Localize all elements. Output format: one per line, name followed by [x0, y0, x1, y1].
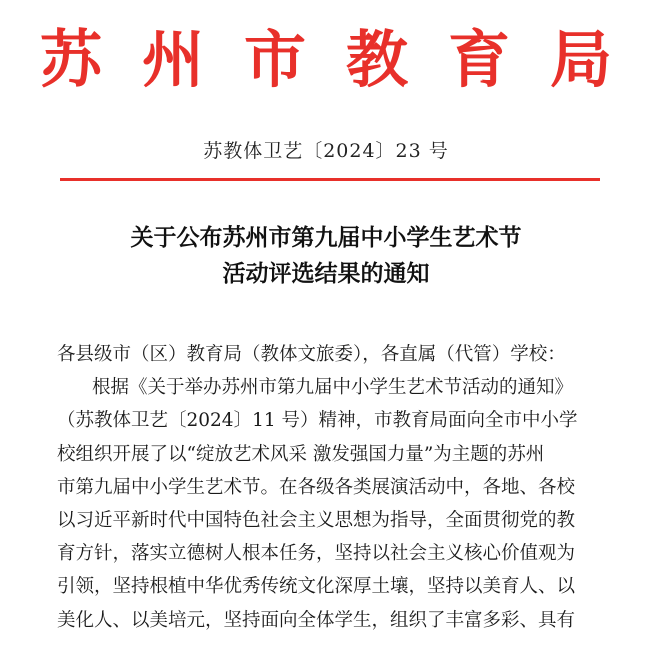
body-line: （苏教体卫艺〔2024〕11 号）精神，市教育局面向全市中小学: [57, 410, 578, 432]
body-line: 美化人、以美培元，坚持面向全体学生，组织了丰富多彩、具有: [57, 609, 576, 631]
body-line: 市第九届中小学生艺术节。在各级各类展演活动中，各地、各校: [57, 476, 576, 498]
notice-body: [57, 338, 603, 637]
notice-title: [0, 220, 652, 292]
salutation: 各县级市（区）教育局（教体文旅委），各直属（代管）学校：: [57, 344, 566, 365]
document-number: 苏教体卫艺〔2024〕23 号: [203, 140, 449, 162]
body-line: 引领，坚持根植中华优秀传统文化深厚土壤，坚持以美育人、以: [57, 576, 576, 598]
issuing-authority-header: 苏州市教育局: [40, 23, 652, 96]
red-divider-line: [60, 178, 600, 181]
body-line: 育方针，落实立德树人根本任务，坚持以社会主义核心价值观为: [57, 543, 576, 565]
notice-title-line-2: 活动评选结果的通知: [222, 260, 430, 287]
body-line: 校组织开展了以“绽放艺术风采 激发强国力量”为主题的苏州: [57, 443, 545, 465]
body-line: 以习近平新时代中国特色社会主义思想为指导，全面贯彻党的教: [57, 510, 576, 532]
notice-title-line-1: 关于公布苏州市第九届中小学生艺术节: [130, 224, 522, 251]
body-line: 根据《关于举办苏州市第九届中小学生艺术节活动的通知》: [92, 377, 574, 399]
